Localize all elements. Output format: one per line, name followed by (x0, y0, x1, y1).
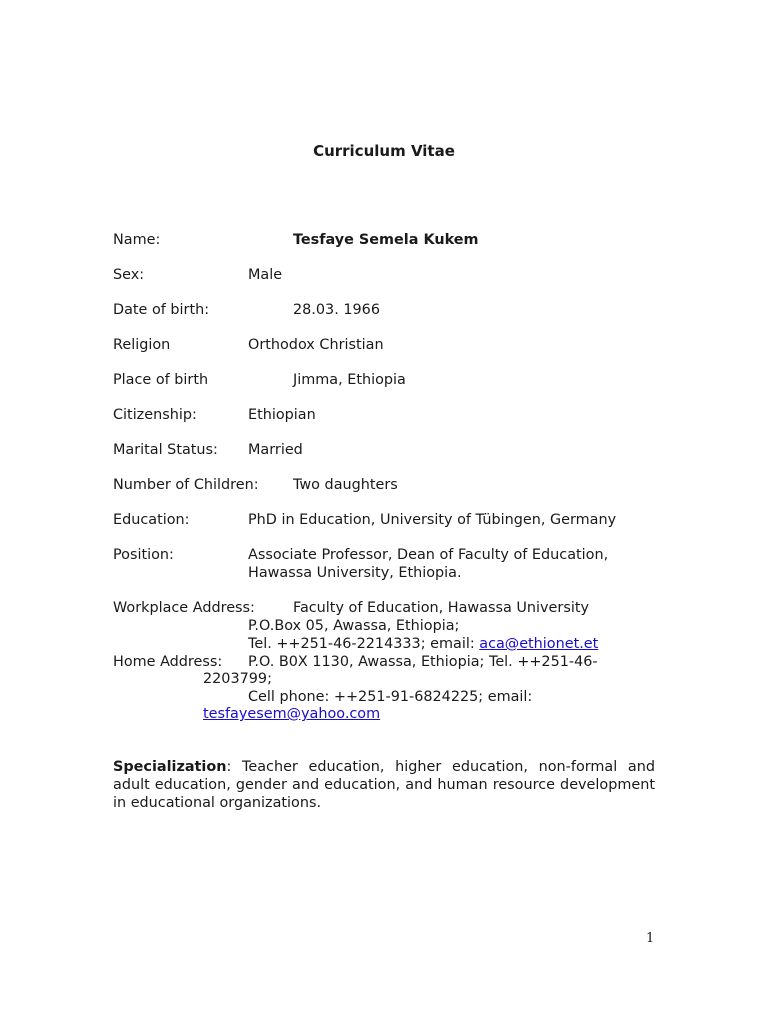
religion-label: Religion (113, 337, 171, 353)
workplace-email-link[interactable]: aca@ethionet.et (479, 636, 599, 652)
marital-label: Marital Status: (113, 442, 218, 458)
specialization-label: Specialization (113, 759, 227, 775)
document-title: Curriculum Vitae (313, 142, 455, 160)
workplace-line3 (248, 635, 598, 653)
children-label: Number of Children: (113, 477, 259, 493)
position-value-line2: Hawassa University, Ethiopia. (248, 565, 462, 581)
sex-value: Male (248, 267, 283, 283)
education-label: Education: (113, 512, 190, 528)
workplace-label: Workplace Address: (113, 600, 255, 616)
home-email-link[interactable]: tesfayesem@yahoo.com (203, 706, 381, 722)
religion-value: Orthodox Christian (248, 337, 384, 353)
dob-label: Date of birth: (113, 302, 210, 318)
dob-value: 28.03. 1966 (293, 302, 380, 318)
citizenship-label: Citizenship: (113, 407, 197, 423)
page-number: 1 (646, 931, 655, 946)
birthplace-label: Place of birth (113, 372, 209, 388)
workplace-line1: Faculty of Education, Hawassa University (293, 600, 589, 616)
home-line1b: 2203799; (203, 671, 272, 687)
specialization-paragraph (113, 758, 655, 812)
workplace-tel-text: Tel. ++251-46-2214333; email: (248, 636, 480, 652)
position-label: Position: (113, 547, 174, 563)
children-value: Two daughters (293, 477, 398, 493)
education-value: PhD in Education, University of Tübingen, Germany (248, 512, 617, 528)
home-email-line (203, 705, 380, 723)
birthplace-value: Jimma, Ethiopia (293, 372, 406, 388)
position-value: Associate Professor, Dean of Faculty of Education, (248, 547, 609, 563)
sex-label: Sex: (113, 267, 145, 283)
specialization-text: : Teacher education, higher education, non-formal and adult education, gender and education, and human resource development in educational organizations. (113, 759, 655, 811)
name-value: Tesfaye Semela Kukem (293, 232, 479, 248)
workplace-line2: P.O.Box 05, Awassa, Ethiopia; (248, 618, 460, 634)
name-label: Name: (113, 232, 161, 248)
home-line1: P.O. B0X 1130, Awassa, Ethiopia; Tel. ++251-46- (248, 654, 598, 670)
marital-value: Married (248, 442, 303, 458)
home-label: Home Address: (113, 654, 223, 670)
home-line2: Cell phone: ++251-91-6824225; email: (248, 689, 533, 705)
citizenship-value: Ethiopian (248, 407, 316, 423)
